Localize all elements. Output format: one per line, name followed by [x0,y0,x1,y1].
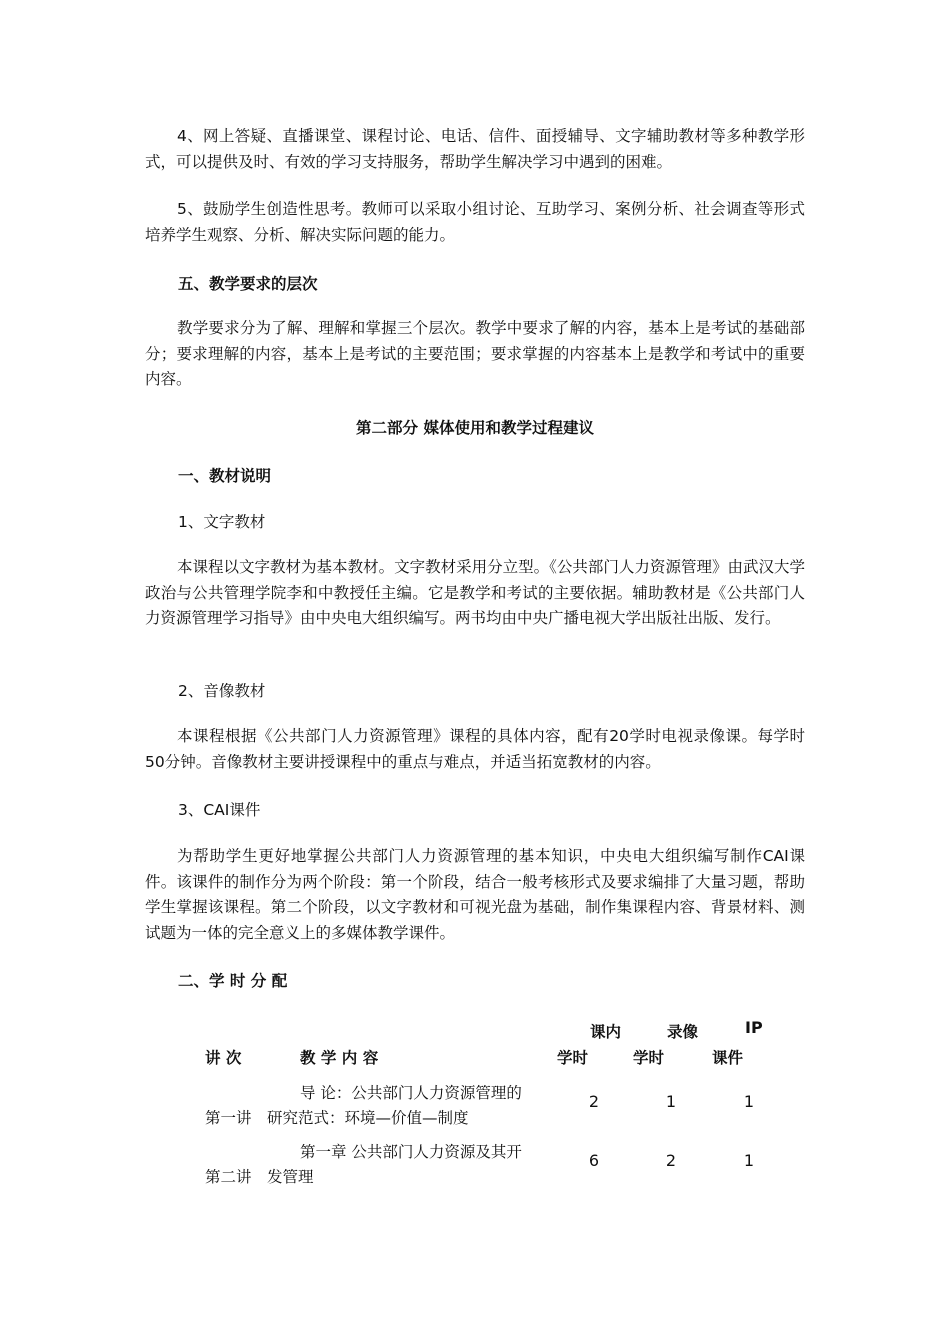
subheading-text-materials: 1、文字教材 [178,513,266,531]
subheading-cai: 3、CAI课件 [178,801,261,819]
row-class-hours: 6 [588,1151,600,1170]
row-content-line1: 第一章 公共部门人力资源及其开 [300,1143,522,1161]
paragraph-av-materials: 本课程根据《公共部门人力资源管理》课程的具体内容，配有20学时电视录像课。每学时50分钟。音像教材主要讲授课程中的重点与难点，并适当拓宽教材的内容。 [145,727,805,771]
paragraph-cai: 为帮助学生更好地掌握公共部门人力资源管理的基本知识，中央电大组织编写制作CAI课件。该课件的制作分为两个阶段：第一个阶段，结合一般考核形式及要求编排了大量习题，帮助学生掌握该课程。第二个阶段，以文字教材和可视光盘为基础，制作集课程内容、背景材料、测试题为一体的完全意义上的多媒体教学课件。 [145,847,805,942]
row-content-line2: 发管理 [267,1168,314,1186]
paragraph-item-4: 4、网上答疑、直播课堂、课程讨论、电话、信件、面授辅导、文字辅助教材等多种教学形式，可以提供及时、有效的学习支持服务，帮助学生解决学习中遇到的困难。 [145,127,805,171]
header-lecture: 讲 次 [205,1049,242,1067]
row-ip: 1 [743,1151,755,1170]
paragraph-item-5: 5、鼓励学生创造性思考。教师可以采取小组讨论、互助学习、案例分析、社会调查等形式培养学生观察、分析、解决实际问题的能力。 [145,200,805,244]
header-class-hours-line1: 课内 [590,1023,622,1041]
header-ip-line1: IP [745,1018,763,1037]
subheading-av-materials: 2、音像教材 [178,682,266,700]
header-ip-line2: 课件 [712,1049,744,1067]
paragraph-text-materials: 本课程以文字教材为基本教材。文字教材采用分立型。《公共部门人力资源管理》由武汉大学政治与公共管理学院李和中教授任主编。它是教学和考试的主要依据。辅助教材是《公共部门人力资源管理学习指导》由中央电大组织编写。两书均由中央广播电视大学出版社出版、发行。 [145,558,805,627]
row-video-hours: 2 [665,1151,677,1170]
row-content-line2: 研究范式：环境—价值—制度 [267,1109,469,1127]
row-lecture: 第一讲 [205,1109,252,1127]
header-video-line2: 学时 [633,1049,665,1067]
section-heading-2: 二、学 时 分 配 [178,972,288,990]
row-video-hours: 1 [665,1092,677,1111]
section-heading-5: 五、教学要求的层次 [178,275,318,293]
row-ip: 1 [743,1092,755,1111]
header-content: 教 学 内 容 [300,1049,379,1067]
row-content-line1: 导 论：公共部门人力资源管理的 [300,1084,522,1102]
row-class-hours: 2 [588,1092,600,1111]
section-body-5: 教学要求分为了解、理解和掌握三个层次。教学中要求了解的内容，基本上是考试的基础部分；要求理解的内容，基本上是考试的主要范围；要求掌握的内容基本上是教学和考试中的重要内容。 [145,319,805,388]
row-lecture: 第二讲 [205,1168,252,1186]
header-class-hours-line2: 学时 [557,1049,589,1067]
section-heading-1: 一、教材说明 [178,467,272,485]
header-video-line1: 录像 [667,1023,699,1041]
part-title: 第二部分 媒体使用和教学过程建议 [356,419,594,437]
